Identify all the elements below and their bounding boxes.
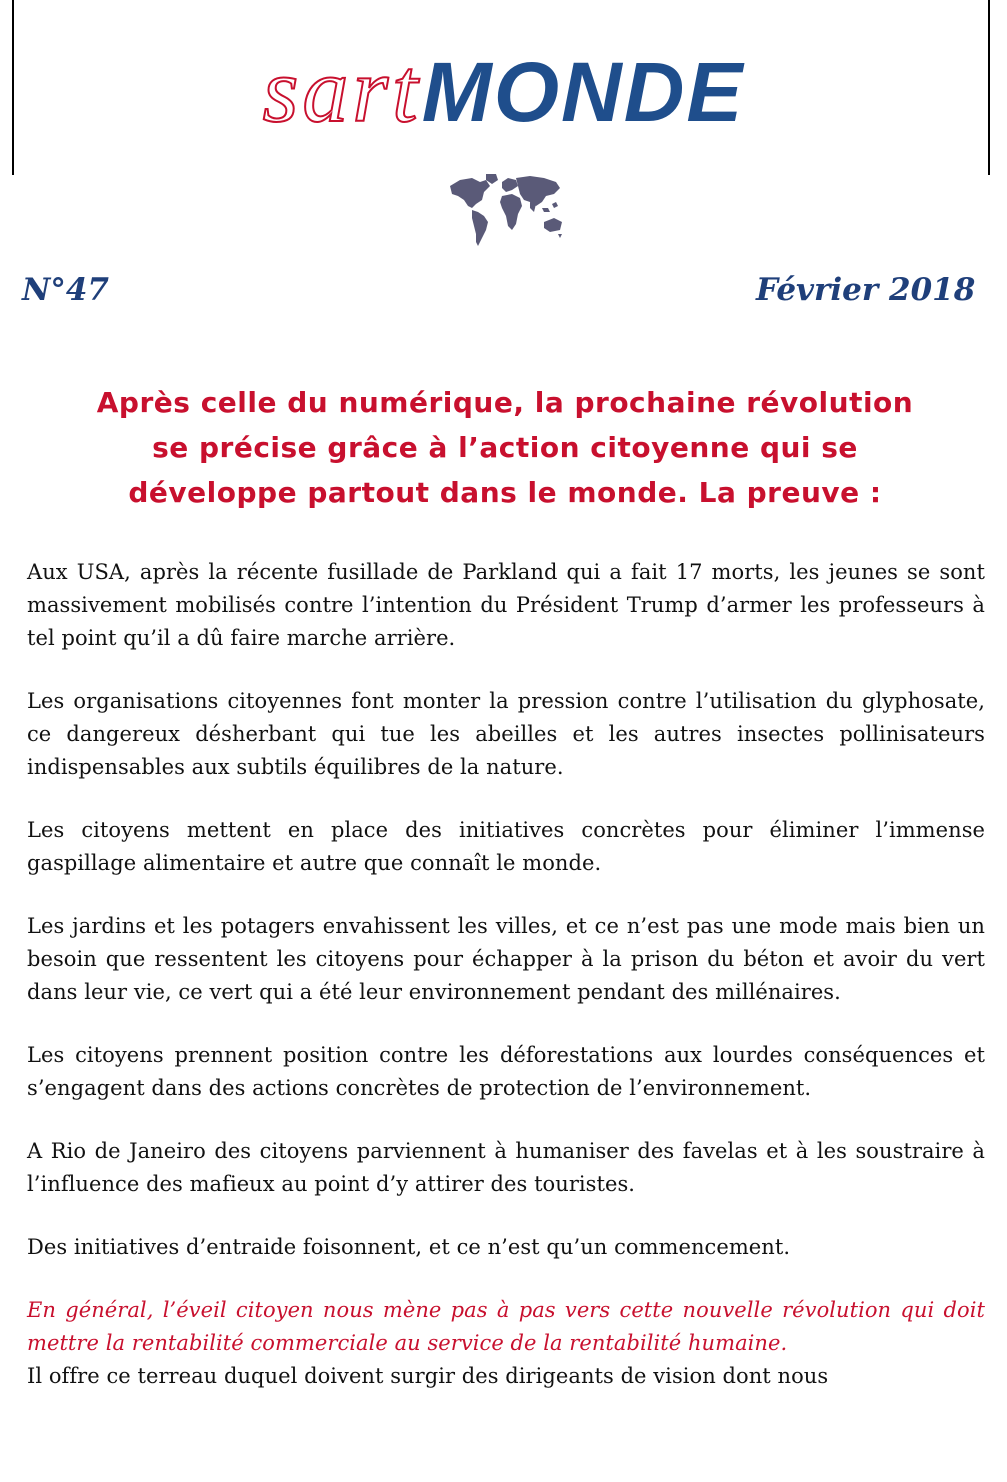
headline-line: développe partout dans le monde. La preuve : bbox=[128, 476, 882, 509]
paragraph-deforestation: Les citoyens prennent position contre les déforestations aux lourdes conséquences et s’engagent dans des actions concrètes de protection de l’environnement. bbox=[27, 1043, 985, 1100]
paragraph-gaspillage: Les citoyens mettent en place des initiatives concrètes pour éliminer l’immense gaspillage alimentaire et autre que connaît le monde. bbox=[27, 818, 985, 875]
masthead bbox=[0, 39, 1007, 141]
headline bbox=[30, 380, 980, 515]
headline-line: Après celle du numérique, la prochaine révolution bbox=[96, 386, 914, 419]
article-body bbox=[27, 556, 985, 1423]
issue-date: Février 2018 bbox=[756, 272, 976, 308]
world-map-icon bbox=[446, 172, 564, 248]
masthead-monde: MONDE bbox=[421, 45, 745, 139]
headline-line: se précise grâce à l’action citoyenne qui se bbox=[152, 431, 858, 464]
paragraph-entraide: Des initiatives d’entraide foisonnent, et ce n’est qu’un commencement. bbox=[27, 1235, 791, 1259]
paragraph-glyphosate: Les organisations citoyennes font monter la pression contre l’utilisation du glyphosate, ce dangereux désherbant qui tue les abeilles et les autres insectes pollinisateurs indispensables aux subtils équilibres de la nature. bbox=[27, 689, 985, 779]
paragraph-conclusion: En général, l’éveil citoyen nous mène pas à pas vers cette nouvelle révolution qui doit mettre la rentabilité commerciale au service de la rentabilité humaine. bbox=[27, 1298, 985, 1355]
paragraph-parkland: Aux USA, après la récente fusillade de Parkland qui a fait 17 morts, les jeunes se sont massivement mobilisés contre l’intention du Président Trump d’armer les professeurs à tel point qu’il a dû faire marche arrière. bbox=[27, 560, 985, 650]
masthead-sart: sart bbox=[262, 39, 422, 141]
paragraph-continuation: Il offre ce terreau duquel doivent surgir des dirigeants de vision dont nous bbox=[27, 1364, 829, 1388]
paragraph-jardins: Les jardins et les potagers envahissent les villes, et ce n’est pas une mode mais bien un besoin que ressentent les citoyens pour échapper à la prison du béton et avoir du vert dans leur vie, ce vert qui a été leur environnement pendant des millénaires. bbox=[27, 914, 985, 1004]
paragraph-rio: A Rio de Janeiro des citoyens parviennent à humaniser des favelas et à les soustraire à l’influence des mafieux au point d’y attirer des touristes. bbox=[27, 1139, 985, 1196]
issue-number: N°47 bbox=[22, 272, 109, 308]
